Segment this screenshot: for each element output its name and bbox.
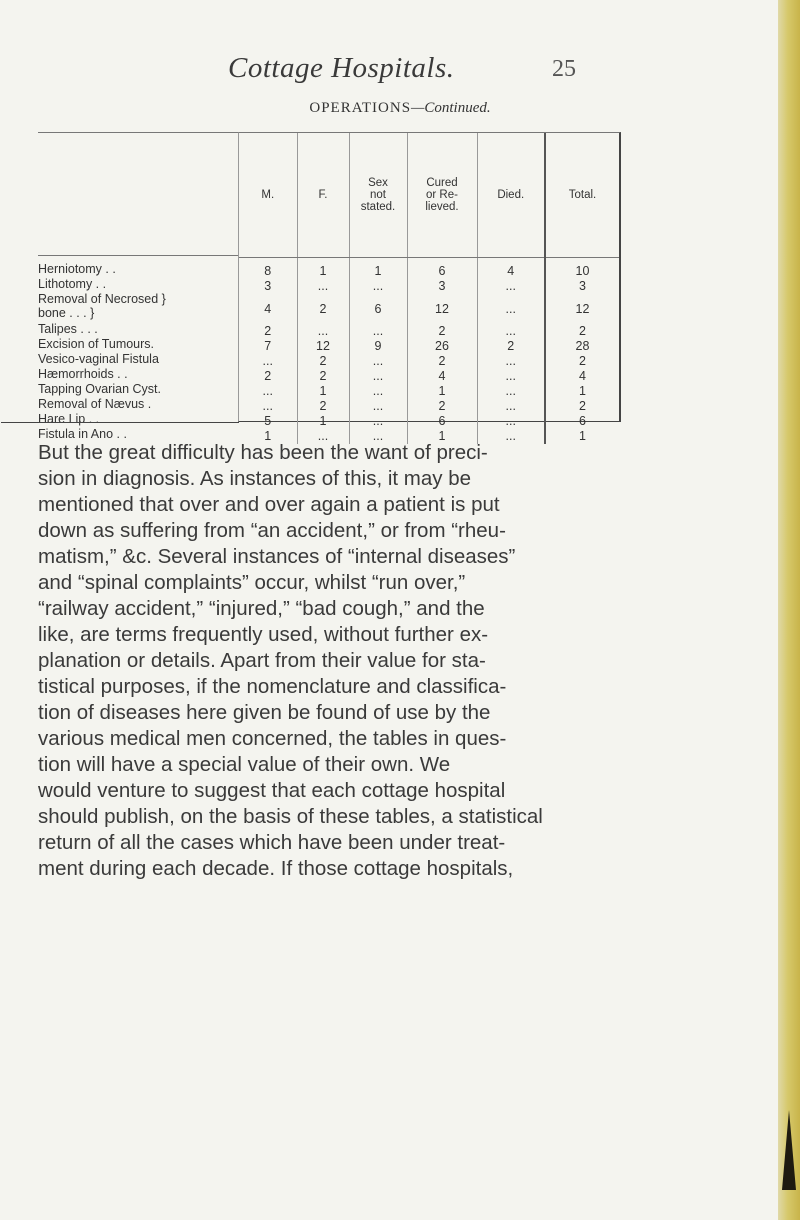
operation-name: Tapping Ovarian Cyst.	[38, 382, 161, 396]
cell-f: 2	[297, 369, 349, 384]
cell-died: 2	[477, 339, 545, 354]
page-edge	[778, 0, 800, 1220]
table-header-stub	[38, 132, 238, 256]
cell-cured: 4	[407, 369, 477, 384]
running-head	[0, 52, 800, 92]
table-row	[239, 279, 619, 294]
operation-name: Herniotomy . .	[38, 262, 116, 276]
cell-f: 2	[297, 354, 349, 369]
body-line	[38, 622, 766, 648]
body-line	[38, 752, 766, 778]
cell-m: 5	[264, 414, 272, 428]
body-paragraph	[38, 440, 766, 882]
cell-cured: 26	[407, 339, 477, 354]
body-line	[38, 700, 766, 726]
cell-total: 28	[545, 339, 619, 354]
body-line	[38, 674, 766, 700]
cell-cured: 6	[407, 414, 477, 429]
cell-sns: 1	[349, 258, 407, 280]
cell-total: 1	[545, 384, 619, 399]
cell-total: 2	[545, 324, 619, 339]
cell-sns: 9	[349, 339, 407, 354]
body-line	[38, 570, 766, 596]
cell-cured: 1	[407, 384, 477, 399]
table-row	[239, 339, 619, 354]
body-line	[38, 726, 766, 752]
operation-name: Removal of Nævus .	[38, 397, 152, 411]
body-line	[38, 804, 766, 830]
cell-m: 2	[264, 324, 272, 338]
page-number: 25	[552, 56, 576, 82]
operation-name: Fistula in Ano . .	[38, 427, 127, 441]
cell-m: 3	[264, 279, 272, 293]
cell-sns: ...	[349, 429, 407, 444]
cell-m: 2	[264, 369, 272, 383]
body-line	[38, 440, 766, 466]
cell-total: 4	[545, 369, 619, 384]
cell-died: ...	[477, 399, 545, 414]
body-line-text: would venture to suggest that each cottage hospital	[38, 779, 506, 802]
body-line-text: down as suffering from “an accident,” or from “rheu-	[38, 519, 506, 542]
cell-f: 12	[297, 339, 349, 354]
cell-died: ...	[477, 429, 545, 444]
cell-m: ...	[262, 384, 273, 398]
cell-f: 1	[297, 258, 349, 280]
body-line-text: various medical men concerned, the tables in ques-	[38, 727, 507, 750]
body-line	[38, 492, 766, 518]
cell-cured: 2	[407, 354, 477, 369]
cell-sns: ...	[349, 414, 407, 429]
cell-died: 4	[477, 258, 545, 280]
cell-sns: 6	[349, 294, 407, 324]
table-caption	[0, 100, 800, 117]
body-line	[38, 596, 766, 622]
body-line-text: tion of diseases here given be found of use by the	[38, 701, 491, 724]
table-row	[239, 324, 619, 339]
cell-sns: ...	[349, 399, 407, 414]
operation-names	[38, 256, 236, 442]
body-line	[38, 856, 766, 882]
col-header-total: Total.	[545, 133, 619, 258]
cell-m: 8	[264, 264, 272, 278]
table-row	[239, 414, 619, 429]
body-line-text: like, are terms frequently used, without further ex-	[38, 623, 489, 646]
operation-name: Hæmorrhoids . .	[38, 367, 128, 381]
body-line-text: planation or details. Apart from their value for sta-	[38, 649, 486, 672]
table-row	[239, 399, 619, 414]
cell-m: 7	[264, 339, 272, 353]
table-row	[239, 258, 619, 280]
operation-name	[38, 292, 236, 322]
cell-f: 1	[297, 384, 349, 399]
cell-cured: 2	[407, 399, 477, 414]
body-line-text: sion in diagnosis. As instances of this, it may be	[38, 467, 472, 490]
body-line-text: should publish, on the basis of these tables, a statistical	[38, 805, 543, 828]
body-line-text: But the great difficulty has been the want of preci-	[38, 441, 488, 464]
body-line	[38, 830, 766, 856]
cell-total: 2	[545, 399, 619, 414]
col-header-m: M.	[239, 133, 297, 258]
cell-sns: ...	[349, 279, 407, 294]
cell-cured: 1	[407, 429, 477, 444]
col-header-died: Died.	[477, 133, 545, 258]
cell-cured: 12	[407, 294, 477, 324]
cell-total: 10	[545, 258, 619, 280]
body-line-text: and “spinal complaints” occur, whilst “run over,”	[38, 571, 466, 594]
table-header-row	[239, 133, 619, 258]
col-header-sex-not-stated: Sex not stated.	[349, 133, 407, 258]
cell-m: ...	[262, 354, 273, 368]
table-row	[239, 369, 619, 384]
running-head-title: Cottage Hospitals.	[228, 52, 455, 84]
cell-died: ...	[477, 294, 545, 324]
cell-f: ...	[297, 279, 349, 294]
cell-f: 2	[297, 294, 349, 324]
cell-m: 1	[264, 429, 272, 443]
body-line	[38, 544, 766, 570]
cell-total: 2	[545, 354, 619, 369]
body-line-text: return of all the cases which have been under treat-	[38, 831, 506, 854]
operation-name: Vesico-vaginal Fistula	[38, 352, 159, 366]
body-line-text: ment during each decade. If those cottage hospitals,	[38, 857, 514, 880]
cell-died: ...	[477, 354, 545, 369]
operation-name: Talipes . . .	[38, 322, 98, 336]
cell-total: 1	[545, 429, 619, 444]
body-line	[38, 648, 766, 674]
cell-total: 6	[545, 414, 619, 429]
body-line-text: “railway accident,” “injured,” “bad cough,” and the	[38, 597, 485, 620]
body-line-text: tion will have a special value of their own. We	[38, 753, 451, 776]
cell-total: 3	[545, 279, 619, 294]
body-line	[38, 466, 766, 492]
operation-name-line: bone . . . }	[38, 306, 95, 320]
cell-m: 4	[264, 302, 272, 316]
body-line	[38, 778, 766, 804]
cell-died: ...	[477, 324, 545, 339]
table-caption-title: OPERATIONS	[309, 100, 412, 116]
col-header-cured: Cured or Re- lieved.	[407, 133, 477, 258]
operation-name: Hare Lip . .	[38, 412, 100, 426]
body-line	[38, 518, 766, 544]
cell-sns: ...	[349, 354, 407, 369]
body-line-text: tistical purposes, if the nomenclature and classifica-	[38, 675, 507, 698]
operations-table	[238, 132, 621, 443]
cell-died: ...	[477, 369, 545, 384]
operation-name-line: Removal of Necrosed }	[38, 292, 166, 306]
body-line-text: matism,” &c. Several instances of “internal diseases”	[38, 545, 516, 568]
cell-cured: 3	[407, 279, 477, 294]
operation-name: Excision of Tumours.	[38, 337, 155, 351]
table-row	[239, 384, 619, 399]
cell-total: 12	[545, 294, 619, 324]
col-header-f: F.	[297, 133, 349, 258]
cell-f: ...	[297, 429, 349, 444]
cell-f: 1	[297, 414, 349, 429]
cell-f: 2	[297, 399, 349, 414]
cell-f: ...	[297, 324, 349, 339]
body-line-text: mentioned that over and over again a patient is put	[38, 493, 500, 516]
cell-cured: 6	[407, 258, 477, 280]
table-caption-continued: —Continued.	[411, 100, 491, 116]
cell-cured: 2	[407, 324, 477, 339]
operation-name: Lithotomy . .	[38, 277, 107, 291]
table-row	[239, 294, 619, 324]
cell-died: ...	[477, 279, 545, 294]
cell-died: ...	[477, 384, 545, 399]
cell-sns: ...	[349, 384, 407, 399]
cell-m: ...	[262, 399, 273, 413]
cell-sns: ...	[349, 324, 407, 339]
cell-died: ...	[477, 414, 545, 429]
cell-sns: ...	[349, 369, 407, 384]
bookmark-ribbon	[782, 1110, 796, 1190]
table-row	[239, 354, 619, 369]
